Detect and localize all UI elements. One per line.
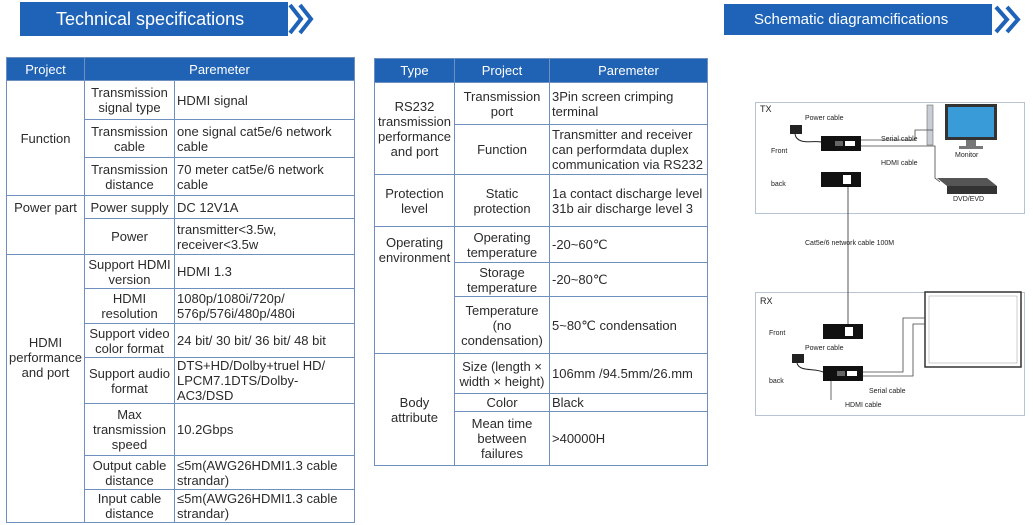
rx-serial-cable-label: Serial cable: [869, 388, 906, 395]
row-name: Power supply: [85, 196, 175, 219]
row-name: Function: [455, 125, 550, 175]
technical-specifications-table: [6, 57, 355, 523]
table-row: [375, 354, 708, 394]
table-row: [375, 227, 708, 263]
row-name: Power: [85, 219, 175, 255]
row-value: one signal cat5e/6 network cable: [175, 120, 355, 158]
table-row: [7, 255, 355, 289]
row-value: 10.2Gbps: [175, 404, 355, 456]
row-value: ≤5m(AWG26HDMI1.3 cable strandar): [175, 490, 355, 523]
monitor-icon: [927, 104, 997, 149]
row-name: Size (length × width × height): [455, 354, 550, 394]
row-name: Mean time between failures: [455, 412, 550, 466]
schematic-diagram-banner: [724, 4, 992, 35]
table-header-row: [375, 59, 708, 83]
row-name: Static protection: [455, 175, 550, 227]
row-name: Transmission port: [455, 83, 550, 125]
tx-label: TX: [760, 104, 772, 114]
group-protection-level: Protection level: [375, 175, 455, 227]
tx-power-cable-label: Power cable: [805, 115, 844, 122]
row-name: Support audio format: [85, 358, 175, 404]
table-row: [7, 81, 355, 120]
row-value: 1a contact discharge level 31b air discharge level 3: [550, 175, 708, 227]
row-name: HDMI resolution: [85, 289, 175, 324]
monitor-label: Monitor: [955, 152, 979, 159]
row-value: DC 12V1A: [175, 196, 355, 219]
row-value: 3Pin screen crimping terminal: [550, 83, 708, 125]
dvd-player-icon: [937, 178, 997, 194]
table-row: [375, 83, 708, 125]
tx-serial-cable-label: Serial cable: [881, 136, 918, 143]
row-value: transmitter<3.5w, receiver<3.5w: [175, 219, 355, 255]
group-function: Function: [7, 81, 85, 196]
tx-back-label: back: [771, 181, 786, 188]
row-name: Transmission distance: [85, 158, 175, 196]
row-name: Max transmission speed: [85, 404, 175, 456]
row-name: Output cable distance: [85, 456, 175, 490]
group-rs232: RS232 transmission performance and port: [375, 83, 455, 175]
row-name: Transmission signal type: [85, 81, 175, 120]
dvd-label: DVD/EVD: [953, 196, 985, 203]
double-chevron-right-icon: [287, 2, 315, 36]
column-header-project: Project: [7, 58, 85, 81]
schematic-graphics: [735, 60, 1025, 420]
row-name: Operating temperature: [455, 227, 550, 263]
row-value: DTS+HD/Dolby+truel HD/ LPCM7.1DTS/Dolby-AC3/DSD: [175, 358, 355, 404]
column-header-parameter: Paremeter: [85, 58, 355, 81]
row-value: 106mm /94.5mm/26.mm: [550, 354, 708, 394]
power-plug-icon: [792, 354, 823, 372]
group-hdmi-performance: HDMI performance and port: [7, 255, 85, 523]
row-value: 24 bit/ 30 bit/ 36 bit/ 48 bit: [175, 324, 355, 358]
row-value: HDMI signal: [175, 81, 355, 120]
row-value: >40000H: [550, 412, 708, 466]
row-value: 70 meter cat5e/6 network cable: [175, 158, 355, 196]
row-value: Black: [550, 394, 708, 412]
rx-front-label: Front: [769, 330, 786, 337]
technical-specifications-banner: [20, 2, 288, 36]
row-name: Transmission cable: [85, 120, 175, 158]
tx-front-label: Front: [771, 148, 788, 155]
double-chevron-right-icon: [993, 4, 1023, 35]
rx-front-unit-icon: [823, 324, 863, 339]
tx-back-unit-icon: [821, 172, 861, 187]
row-value: 1080p/1080i/720p/ 576p/576i/480p/480i: [175, 289, 355, 324]
rx-label: RX: [760, 296, 773, 306]
rs232-specifications-table: [374, 58, 708, 466]
table-row: [7, 196, 355, 219]
row-value: -20~80℃: [550, 263, 708, 297]
rx-back-label: back: [769, 378, 784, 385]
row-value: -20~60℃: [550, 227, 708, 263]
column-header-parameter: Paremeter: [550, 59, 708, 83]
row-name: Color: [455, 394, 550, 412]
row-name: Support HDMI version: [85, 255, 175, 289]
rx-back-unit-icon: [823, 366, 863, 381]
row-name: Storage temperature: [455, 263, 550, 297]
schematic-diagram: [735, 60, 1025, 420]
banner-title: Technical specifications: [56, 9, 245, 29]
table-header-row: [7, 58, 355, 81]
row-name: Support video color format: [85, 324, 175, 358]
row-value: ≤5m(AWG26HDMI1.3 cable strandar): [175, 456, 355, 490]
tx-front-unit-icon: [821, 136, 861, 151]
rx-hdmi-cable-label: HDMI cable: [845, 402, 882, 409]
row-value: HDMI 1.3: [175, 255, 355, 289]
table-row: [375, 175, 708, 227]
row-value: 5~80℃ condensation: [550, 297, 708, 354]
network-cable-label: Cat5e/6 network cable 100M: [805, 240, 895, 247]
rx-power-cable-label: Power cable: [805, 345, 844, 352]
column-header-type: Type: [375, 59, 455, 83]
group-body-attribute: Body attribute: [375, 354, 455, 466]
banner-title: Schematic diagramcifications: [754, 11, 949, 28]
row-value: Transmitter and receiver can performdata duplex communication via RS232: [550, 125, 708, 175]
tx-hdmi-cable-label: HDMI cable: [881, 160, 918, 167]
group-power-part: Power part: [7, 196, 85, 255]
row-name: Input cable distance: [85, 490, 175, 523]
lcd-video-wall-icon: [925, 292, 1021, 367]
row-name: Temperature (no condensation): [455, 297, 550, 354]
power-plug-icon: [790, 125, 821, 142]
group-operating-environment: Operating environment: [375, 227, 455, 354]
column-header-project: Project: [455, 59, 550, 83]
